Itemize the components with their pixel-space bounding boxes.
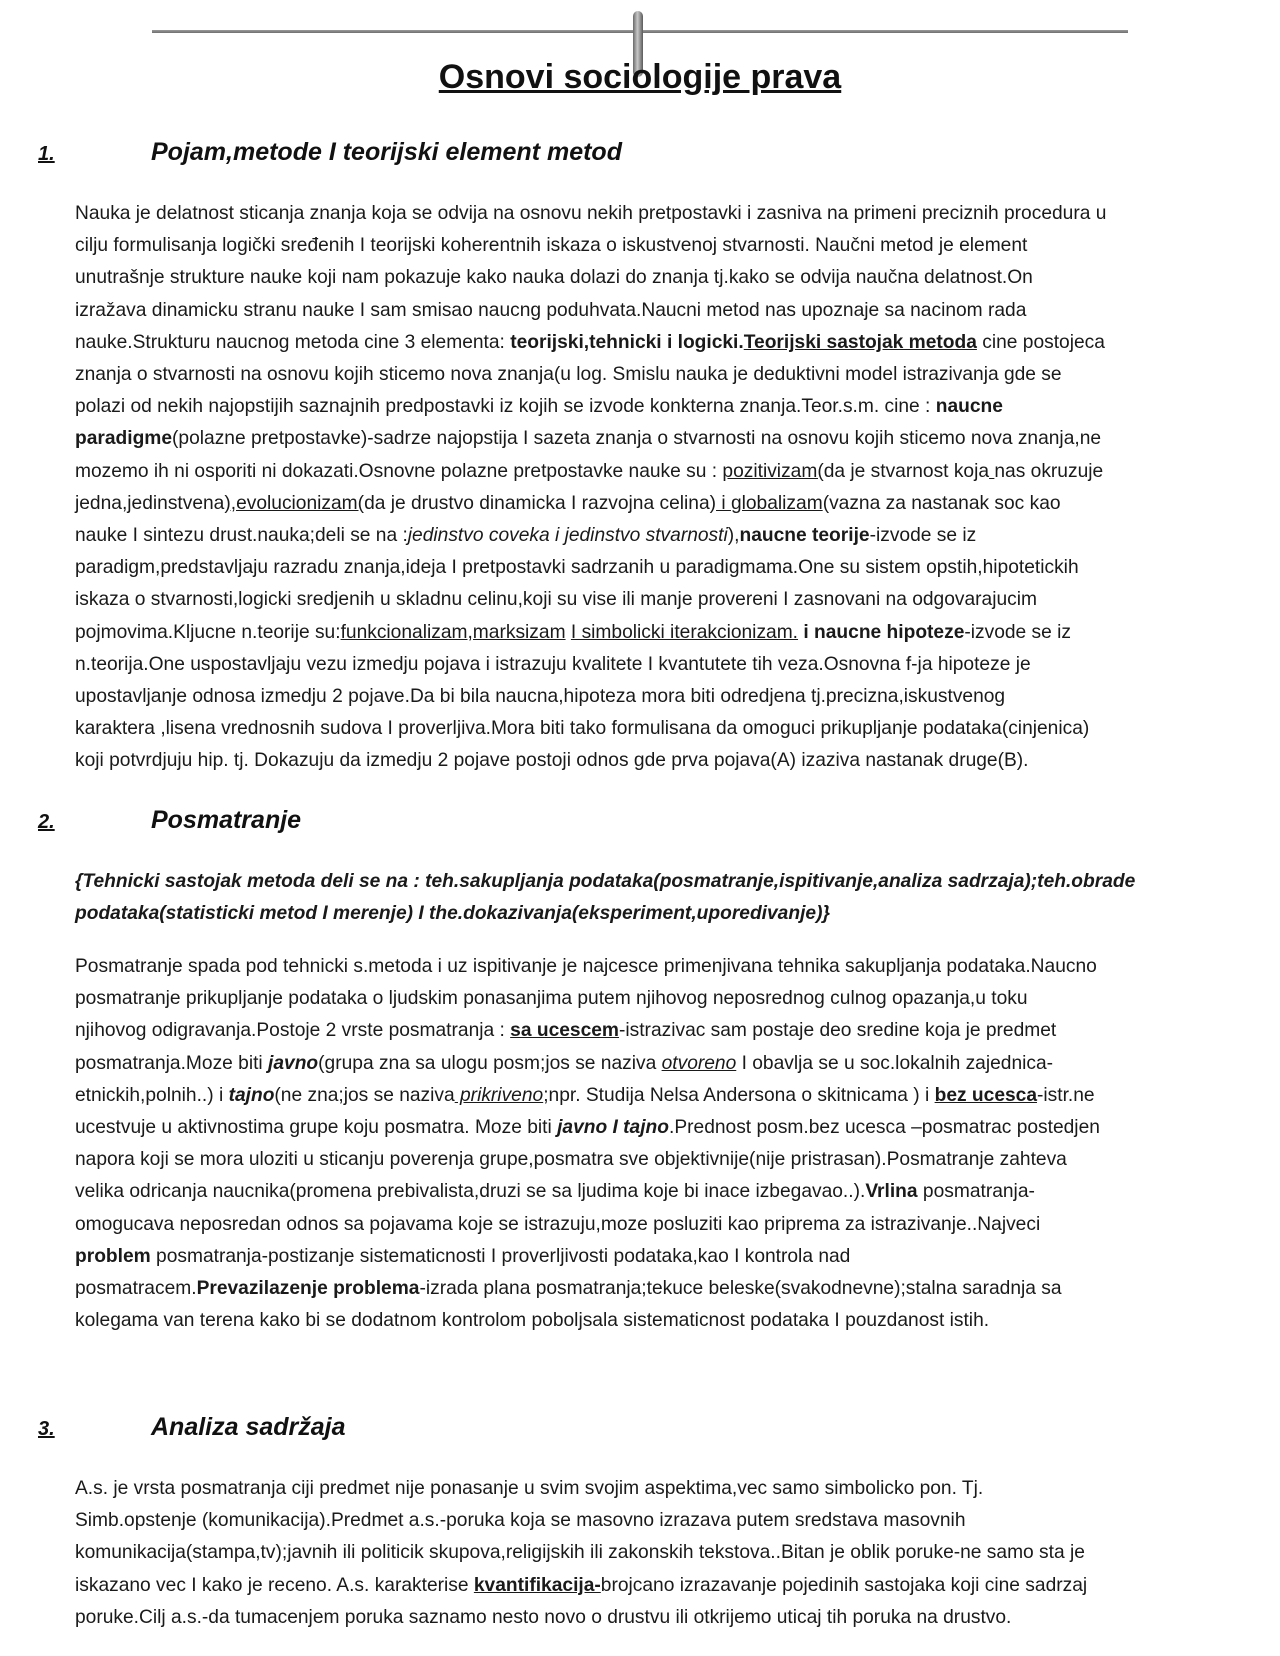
text-run: upostavljanje odnosa izmedju 2 pojave.Da bi bila naucna,hipoteza mora biti odredjena tj.precizna,iskustvenog — [75, 686, 1006, 708]
text-run: podataka(statisticki metod I merenje) I the.dokazivanja(eksperiment,uporedivanje)} — [75, 903, 830, 925]
text-run: (polazne pretpostavke)-sadrze najopstija I sazeta znanja o stvarnosti na osnovu kojih sticemo nova znanja,ne — [172, 428, 1102, 450]
section-body-1 — [75, 198, 1203, 778]
text-run: ucestvuje u aktivnostima grupe koju posmatra. Moze biti — [75, 1117, 558, 1139]
section-heading-3 — [38, 1413, 346, 1442]
text-run: globalizam — [730, 492, 823, 514]
text-line — [75, 1570, 1203, 1602]
text-run: nas okruzuje — [994, 460, 1104, 482]
text-run: ), — [727, 525, 740, 547]
text-line — [75, 1112, 1203, 1144]
section-number: 1. — [38, 143, 55, 165]
text-run: (ne zna;jos se naziva — [274, 1084, 455, 1106]
text-run: pozitivizam( — [722, 460, 824, 482]
text-run: -istrazivac sam postaje deo sredine koja je predmet — [618, 1020, 1057, 1042]
text-run: (vazna za nastanak soc kao — [822, 492, 1061, 514]
text-run: da je stvarnost koja — [823, 460, 990, 482]
text-run: nauke I sintezu drust.nauka;deli se na : — [75, 525, 408, 547]
text-run: da je drustvo dinamicka I razvojna celina) — [364, 492, 717, 514]
text-run: bez ucesca — [934, 1084, 1038, 1106]
text-run: I obavlja se u soc.lokalnih zajednica- — [736, 1052, 1054, 1074]
text-line — [75, 617, 1203, 649]
text-line — [75, 456, 1203, 488]
text-run: otvoreno — [661, 1052, 737, 1074]
text-run: problem — [75, 1245, 151, 1267]
document-title: Osnovi sociologije prava — [438, 58, 842, 96]
text-run: posmatranja-postizanje sistematicnosti I proverljivosti podataka,kao I kontrola nad — [150, 1245, 851, 1267]
text-run: -izvode se iz — [869, 525, 977, 547]
section-title: Analiza sadržaja — [151, 1413, 346, 1441]
text-line — [75, 1473, 1203, 1505]
text-run: ),evolucionizam( — [224, 492, 365, 514]
text-run: komunikacija(stampa,tv);javnih ili politicik skupova,religijskih ili zakonskih tekstova..Bitan je oblik poruke-ne samo sta je — [75, 1542, 1085, 1564]
text-line — [75, 1015, 1203, 1047]
text-run: javno — [268, 1052, 319, 1074]
text-run: i naucne hipoteze — [803, 621, 965, 643]
text-line — [75, 898, 1203, 930]
text-run: paradigm,predstavljaju razradu znanja,ideja I pretpostavki sadrzanih u paradigmama.One su sistem opstih,hipotetickih — [75, 557, 1079, 579]
text-run: posmatranja.Moze biti — [75, 1052, 269, 1074]
text-line — [75, 1505, 1203, 1537]
text-line — [75, 866, 1203, 898]
text-run: funkcionalizam,marksizam — [340, 621, 566, 643]
text-line — [75, 584, 1203, 616]
text-run: Prevazilazenje problema — [196, 1278, 420, 1300]
text-run: iskaza o stvarnosti,logicki sredjenih u skladnu celinu,koji su vise ili manje provereni I zasnovani na odgovarajucim — [75, 589, 1037, 611]
section-number: 3. — [38, 1418, 55, 1440]
text-run: polazi od nekih najopstijih saznajnih predpostavki iz kojih se izvode konkterna znanja.Teor.s.m. cine : — [75, 396, 936, 418]
text-run: javno I tajno — [557, 1117, 670, 1139]
text-line — [75, 951, 1203, 983]
text-run: i — [716, 492, 731, 514]
text-run: Vrlina — [865, 1181, 918, 1203]
section-number: 2. — [38, 811, 55, 833]
text-run: Simb.opstenje (komunikacija).Predmet a.s.-poruka koja se masovno izrazava putem sredstava masovnih — [75, 1510, 966, 1532]
text-run: jedinstvo coveka i jedinstvo stvarnosti — [407, 525, 728, 547]
text-run: A.s. je vrsta posmatranja ciji predmet nije ponasanje u svim svojim aspektima,vec samo simbolicko pon. Tj. — [75, 1478, 984, 1499]
text-line — [75, 649, 1203, 681]
text-line — [75, 1305, 1203, 1337]
text-run: pojmovima.Kljucne n.teorije su: — [75, 621, 341, 643]
text-run: posmatracem. — [75, 1278, 197, 1300]
text-run: cine postojeca — [976, 331, 1105, 353]
section-note-2 — [75, 866, 1203, 930]
text-line — [75, 1176, 1203, 1208]
text-run: posmatranja- — [917, 1181, 1035, 1203]
text-line — [75, 295, 1203, 327]
text-run: njihovog odigravanja.Postoje 2 vrste posmatranja : — [75, 1020, 511, 1042]
text-run: (grupa zna sa ulogu posm;jos se naziva — [318, 1052, 662, 1074]
section-heading-1 — [38, 138, 622, 167]
text-line — [75, 1144, 1203, 1176]
text-run: etnickih,polnih..) i — [75, 1084, 229, 1106]
text-run: unutrašnje strukture nauke koji nam pokazuje kako nauka dolazi do znanja tj.kako se odvija naučna delatnost.On — [75, 267, 1033, 289]
text-run: sa ucescem — [510, 1020, 619, 1042]
text-line — [75, 230, 1203, 262]
text-run: teorijski,tehnicki i logicki. — [510, 331, 744, 353]
text-run: I simbolicki iterakcionizam. — [570, 621, 799, 643]
text-line — [75, 198, 1203, 230]
text-run: izražava dinamicku stranu nauke I sam smisao naucng poduhvata.Naucni metod nas upoznaje sa nacinom rada — [75, 299, 1027, 321]
text-run: znanja o stvarnosti na osnovu kojih sticemo nova znanja(u log. Smislu nauka je deduktivni model istrazivanja gde se — [75, 364, 1062, 386]
text-line — [75, 359, 1203, 391]
section-body-2 — [75, 951, 1203, 1337]
text-run: n.teorija.One uspostavljaju vezu izmedju pojava i istrazuju kvalitete I kvantutete tih veza.Osnovna f-ja hipoteze je — [75, 653, 1031, 675]
text-run: .Prednost posm.bez ucesca –posmatrac postedjen — [669, 1117, 1100, 1139]
text-run: {Tehnicki sastojak metoda deli se na : teh.sakupljanja podataka(posmatranje,ispitivanje,analiza sadrzaja);teh.obrade — [75, 871, 1136, 892]
text-line — [75, 488, 1203, 520]
text-run: mozemo ih ni osporiti ni dokazati.Osnovne polazne pretpostavke nauke su : — [75, 460, 723, 482]
text-run: kolegama van terena kako bi se dodatnom kontrolom poboljsala sistematicnost podataka I pouzdanost istih. — [75, 1310, 990, 1332]
text-line — [75, 1602, 1203, 1634]
text-line — [75, 1080, 1203, 1112]
text-run: paradigme — [75, 428, 173, 450]
text-run: Teorijski sastojak metoda — [743, 331, 977, 353]
text-line — [75, 520, 1203, 552]
text-run: naucne — [935, 396, 1003, 418]
text-line — [75, 745, 1203, 777]
text-line — [75, 391, 1203, 423]
text-run: Nauka je delatnost sticanja znanja koja se odvija na osnovu nekih pretpostavki i zasniva na primeni preciznih procedura u — [75, 203, 1107, 224]
text-run: prikriveno — [454, 1084, 544, 1106]
text-run: poruke.Cilj a.s.-da tumacenjem poruka saznamo nesto novo o drustvu ili otkrijemo uticaj tih poruka na drustvo. — [75, 1606, 1012, 1628]
text-line — [75, 713, 1203, 745]
text-run: Posmatranje spada pod tehnicki s.metoda i uz ispitivanje je najcesce primenjivana tehnika sakupljanja podataka.Naucno — [75, 956, 1097, 977]
text-run: naucne teorije — [739, 525, 870, 547]
text-run: karaktera ,lisena vrednosnih sudova I proverljiva.Mora biti tako formulisana da omoguci prikupljanje podataka(cinjenica) — [75, 718, 1090, 740]
text-run: iskazano vec I kako je receno. A.s. karakterise — [75, 1574, 474, 1596]
text-run: posmatranje prikupljanje podataka o ljudskim ponasanjima putem njihovog neposrednog culnog opazanja,u toku — [75, 988, 1028, 1010]
text-run: jedna,jedinstvena — [75, 492, 225, 514]
text-run: -izvode se iz — [964, 621, 1072, 643]
section-heading-2 — [38, 806, 301, 835]
text-run: brojcano izrazavanje pojedinih sastojaka koji cine sadrzaj — [600, 1574, 1088, 1596]
text-run: nauke.Strukturu naucnog metoda cine 3 elementa: — [75, 331, 511, 353]
text-line — [75, 1241, 1203, 1273]
section-title: Posmatranje — [151, 806, 302, 834]
text-run: koji potvrdjuju hip. tj. Dokazuju da izmedju 2 pojave postoji odnos gde prva pojava(A) izaziva nastanak druge(B). — [75, 750, 1029, 772]
text-line — [75, 983, 1203, 1015]
text-line — [75, 1048, 1203, 1080]
text-run: -istr.ne — [1037, 1084, 1095, 1106]
text-line — [75, 1273, 1203, 1305]
text-line — [75, 1209, 1203, 1241]
text-run: omogucava neposredan odnos sa pojavama koje se istrazuju,moze posluziti kao priprema za istrazivanje..Najveci — [75, 1213, 1041, 1235]
section-body-3 — [75, 1473, 1203, 1634]
text-run: kvantifikacija- — [473, 1574, 601, 1596]
text-line — [75, 262, 1203, 294]
text-line — [75, 1537, 1203, 1569]
text-run: napora koji se mora uloziti u sticanju poverenja grupe,posmatra sve objektivnije(nije pristrasan).Posmatranje zahteva — [75, 1149, 1067, 1171]
text-run: tajno — [228, 1084, 275, 1106]
text-run: ;npr. Studija Nelsa Andersona o skitnicama ) i — [543, 1084, 935, 1106]
text-line — [75, 423, 1203, 455]
text-line — [75, 327, 1203, 359]
text-line — [75, 552, 1203, 584]
text-run: velika odricanja naucnika(promena prebivalista,druzi se sa ljudima koje bi inace izbegavao..). — [75, 1181, 866, 1203]
text-line — [75, 681, 1203, 713]
section-title: Pojam,metode I teorijski element metod — [151, 138, 622, 166]
text-run: cilju formulisanja logički sređenih I teorijski koherentnih iskaza o iskustvenoj stvarnosti. Naučni metod je element — [75, 235, 1028, 257]
text-run: -izrada plana posmatranja;tekuce beleske(svakodnevne);stalna saradnja sa — [419, 1278, 1062, 1300]
